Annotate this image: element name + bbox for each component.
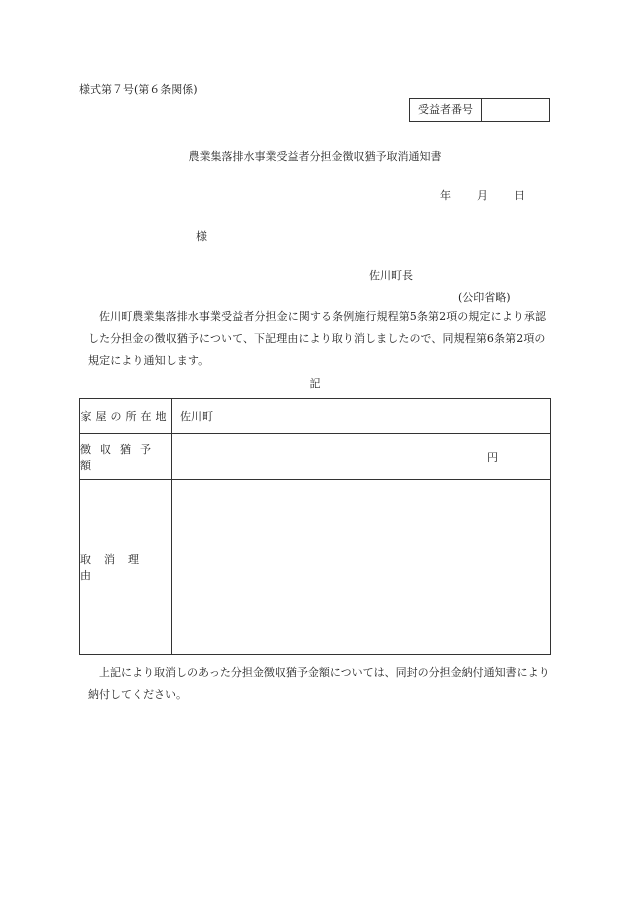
footer-paragraph: 上記により取消しのあった分担金徴収猶予金額については、同封の分担金納付通知書により納付してください。 (88, 666, 550, 701)
address-value[interactable]: 佐川町 (180, 410, 213, 423)
issuer-name: 佐川町長 (369, 269, 413, 282)
yen-unit: 円 (487, 450, 498, 464)
table-row-reason (80, 480, 550, 654)
table-row-address (80, 399, 550, 434)
form-number-label: 様式第７号(第６条関係) (79, 83, 198, 96)
amount-label: 徴収猶予額 (80, 434, 172, 479)
beneficiary-number-label: 受益者番号 (410, 99, 482, 121)
ki-heading: 記 (309, 377, 321, 390)
addressee-suffix: 様 (196, 230, 207, 243)
detail-table (79, 398, 551, 655)
date-line (440, 187, 525, 203)
date-month: 月 (477, 189, 488, 202)
document-title: 農業集落排水事業受益者分担金徴収猶予取消通知書 (188, 150, 442, 163)
date-day: 日 (514, 189, 525, 202)
body-paragraph: 佐川町農業集落排水事業受益者分担金に関する条例施行規程第5条第2項の規定により承認した分担金の徴収猶予について、下記理由により取り消しましたので、同規程第6条第2項の規定により通知します。 (88, 310, 547, 367)
table-row-amount (80, 434, 550, 480)
seal-note: (公印省略) (458, 291, 511, 304)
address-label: 家屋の所在地 (80, 399, 172, 433)
beneficiary-number-field[interactable] (482, 99, 549, 121)
date-year: 年 (440, 189, 451, 202)
beneficiary-number-box (409, 98, 550, 122)
reason-label: 取消理由 (80, 480, 172, 654)
